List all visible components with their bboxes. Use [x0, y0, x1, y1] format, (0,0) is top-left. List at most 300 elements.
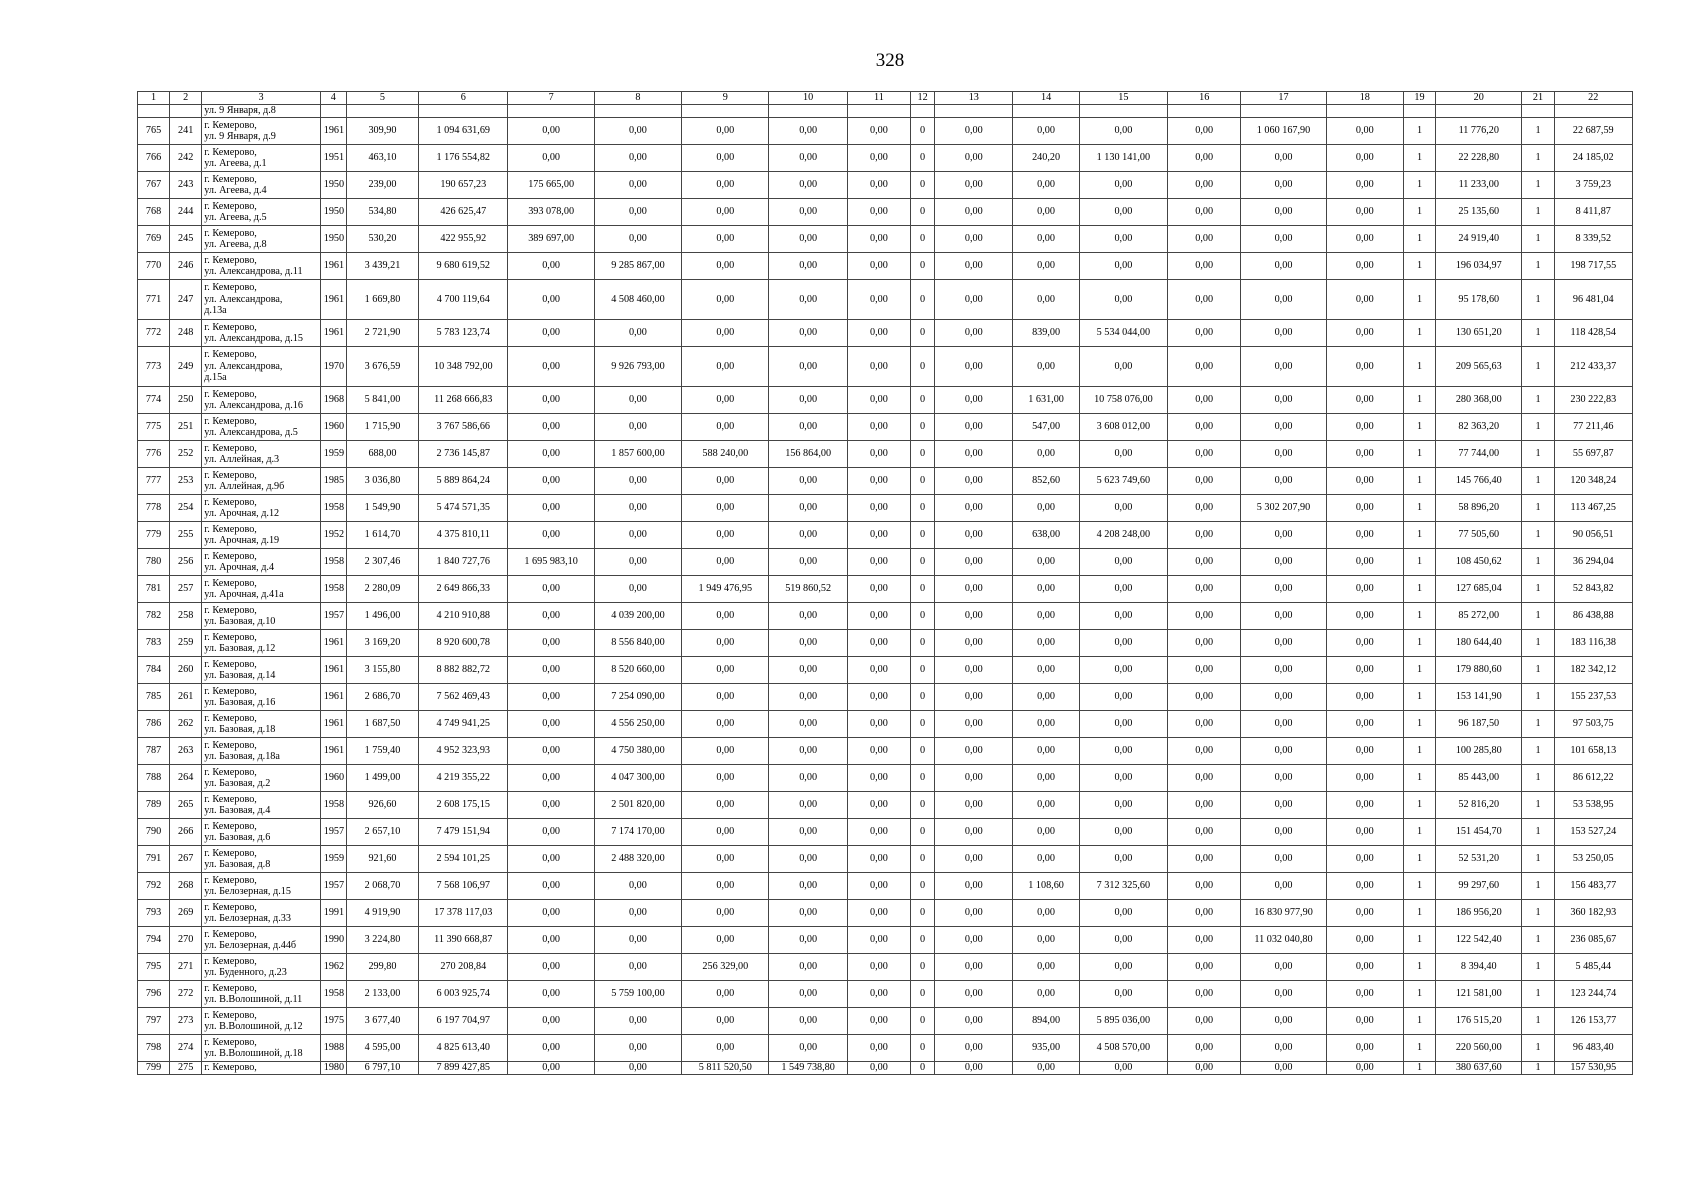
row-subnumber: 273 — [170, 1008, 202, 1035]
value-cell: 0,00 — [1241, 657, 1326, 684]
value-cell: 0,00 — [508, 522, 594, 549]
value-cell: 1 — [1403, 522, 1435, 549]
value-cell: 0,00 — [508, 347, 594, 387]
value-cell: 0,00 — [594, 199, 681, 226]
value-cell: 0,00 — [935, 630, 1013, 657]
value-cell: 0,00 — [847, 927, 910, 954]
address-cell — [202, 711, 320, 738]
value-cell: 0,00 — [1326, 549, 1403, 576]
year-cell: 1959 — [320, 441, 346, 468]
column-number: 5 — [346, 92, 418, 105]
value-cell: 198 717,55 — [1554, 253, 1632, 280]
address-cell — [202, 684, 320, 711]
address-line: г. Кемерово, — [204, 739, 257, 751]
value-cell: 118 428,54 — [1554, 320, 1632, 347]
table-row — [138, 1035, 1633, 1062]
value-cell: 0,00 — [769, 981, 847, 1008]
value-cell: 4 952 323,93 — [419, 738, 508, 765]
value-cell: 0,00 — [682, 927, 769, 954]
table-row — [138, 199, 1633, 226]
value-cell: 120 348,24 — [1554, 468, 1632, 495]
value-cell: 52 843,82 — [1554, 576, 1632, 603]
value-cell: 0,00 — [847, 792, 910, 819]
value-cell: 0 — [911, 468, 935, 495]
value-cell: 0,00 — [1326, 226, 1403, 253]
value-cell: 6 797,10 — [346, 1062, 418, 1075]
value-cell: 0,00 — [769, 684, 847, 711]
address-line: г. Кемерово, — [204, 577, 257, 589]
address-cell — [202, 792, 320, 819]
value-cell: 0,00 — [847, 684, 910, 711]
value-cell: 839,00 — [1013, 320, 1079, 347]
value-cell: 0,00 — [1326, 253, 1403, 280]
value-cell: 2 488 320,00 — [594, 846, 681, 873]
address-cell — [202, 576, 320, 603]
value-cell: 426 625,47 — [419, 199, 508, 226]
value-cell: 0,00 — [1079, 549, 1167, 576]
value-cell: 0,00 — [935, 549, 1013, 576]
value-cell: 52 816,20 — [1436, 792, 1522, 819]
value-cell: 0,00 — [682, 118, 769, 145]
value-cell: 852,60 — [1013, 468, 1079, 495]
value-cell: 0,00 — [1079, 280, 1167, 320]
address-line: г. Кемерово, — [204, 604, 257, 616]
value-cell: 1 — [1403, 172, 1435, 199]
value-cell: 0,00 — [1241, 1008, 1326, 1035]
value-cell: 55 697,87 — [1554, 441, 1632, 468]
value-cell: 0 — [911, 765, 935, 792]
value-cell: 0,00 — [1326, 576, 1403, 603]
value-cell: 0,00 — [1168, 873, 1241, 900]
address-line: г. Кемерово, — [204, 200, 257, 212]
value-cell: 0,00 — [769, 414, 847, 441]
value-cell: 0,00 — [1013, 738, 1079, 765]
table-row — [138, 1008, 1633, 1035]
value-cell: 0,00 — [1326, 630, 1403, 657]
value-cell: 0,00 — [1013, 1062, 1079, 1075]
address-line: ул. Александрова, д.5 — [204, 427, 298, 438]
value-cell: 0,00 — [1079, 684, 1167, 711]
value-cell: 153 141,90 — [1436, 684, 1522, 711]
value-cell: 145 766,40 — [1436, 468, 1522, 495]
value-cell: 130 651,20 — [1436, 320, 1522, 347]
address-line: ул. В.Волошиной, д.18 — [204, 1048, 303, 1059]
value-cell: 9 926 793,00 — [594, 347, 681, 387]
address-line: ул. Агеева, д.5 — [204, 212, 267, 223]
value-cell: 0,00 — [1241, 576, 1326, 603]
value-cell: 0,00 — [1168, 199, 1241, 226]
value-cell: 0,00 — [769, 873, 847, 900]
value-cell: 0,00 — [935, 765, 1013, 792]
address-line: г. Кемерово, — [204, 469, 257, 481]
address-cell — [202, 549, 320, 576]
column-number: 7 — [508, 92, 594, 105]
value-cell: 2 501 820,00 — [594, 792, 681, 819]
value-cell: 2 736 145,87 — [419, 441, 508, 468]
value-cell: 422 955,92 — [419, 226, 508, 253]
value-cell: 101 658,13 — [1554, 738, 1632, 765]
value-cell: 0,00 — [1168, 320, 1241, 347]
address-line: ул. Агеева, д.1 — [204, 158, 267, 169]
value-cell: 0,00 — [682, 603, 769, 630]
value-cell: 0 — [911, 630, 935, 657]
value-cell: 0 — [911, 900, 935, 927]
table-row — [138, 253, 1633, 280]
address-line: г. Кемерово, — [204, 928, 257, 940]
value-cell: 0,00 — [682, 280, 769, 320]
value-cell: 1 — [1522, 441, 1554, 468]
value-cell: 9 680 619,52 — [419, 253, 508, 280]
value-cell: 156 483,77 — [1554, 873, 1632, 900]
value-cell: 0,00 — [508, 819, 594, 846]
value-cell: 0,00 — [847, 253, 910, 280]
value-cell: 0,00 — [1079, 900, 1167, 927]
address-line: ул. Арочная, д.41а — [204, 589, 284, 600]
value-cell: 0,00 — [508, 441, 594, 468]
value-cell: 0 — [911, 1062, 935, 1075]
address-line: ул. Агеева, д.4 — [204, 185, 267, 196]
address-cell — [202, 118, 320, 145]
value-cell: 0,00 — [682, 765, 769, 792]
value-cell: 0,00 — [1168, 927, 1241, 954]
value-cell: 0,00 — [1326, 347, 1403, 387]
column-number: 17 — [1241, 92, 1326, 105]
row-subnumber: 260 — [170, 657, 202, 684]
column-number: 21 — [1522, 92, 1554, 105]
value-cell: 0,00 — [1168, 347, 1241, 387]
value-cell: 0,00 — [682, 495, 769, 522]
value-cell: 0,00 — [1013, 118, 1079, 145]
value-cell: 2 608 175,15 — [419, 792, 508, 819]
address-line: ул. Белозерная, д.33 — [204, 913, 291, 924]
address-line: г. Кемерово, — [204, 1036, 257, 1048]
value-cell: 1 130 141,00 — [1079, 145, 1167, 172]
value-cell: 236 085,67 — [1554, 927, 1632, 954]
table-row — [138, 172, 1633, 199]
value-cell: 0,00 — [1079, 981, 1167, 1008]
value-cell: 0,00 — [508, 927, 594, 954]
value-cell: 519 860,52 — [769, 576, 847, 603]
value-cell: 24 185,02 — [1554, 145, 1632, 172]
value-cell: 0,00 — [682, 711, 769, 738]
table-row — [138, 630, 1633, 657]
value-cell: 1 — [1403, 347, 1435, 387]
value-cell: 0,00 — [1241, 145, 1326, 172]
value-cell: 638,00 — [1013, 522, 1079, 549]
value-cell: 96 187,50 — [1436, 711, 1522, 738]
value-cell: 0,00 — [1079, 441, 1167, 468]
row-subnumber: 256 — [170, 549, 202, 576]
address-line: г. Кемерово, — [204, 766, 257, 778]
value-cell: 5 889 864,24 — [419, 468, 508, 495]
value-cell: 8 520 660,00 — [594, 657, 681, 684]
column-number: 1 — [138, 92, 170, 105]
value-cell: 0,00 — [935, 981, 1013, 1008]
value-cell: 0,00 — [1013, 576, 1079, 603]
value-cell: 0,00 — [1079, 253, 1167, 280]
table-row — [138, 765, 1633, 792]
value-cell: 0,00 — [508, 981, 594, 1008]
value-cell: 1 — [1522, 468, 1554, 495]
value-cell: 99 297,60 — [1436, 873, 1522, 900]
value-cell: 0,00 — [1168, 684, 1241, 711]
row-subnumber: 258 — [170, 603, 202, 630]
value-cell: 0,00 — [1241, 1062, 1326, 1075]
address-line: г. Кемерово, — [204, 847, 257, 859]
value-cell: 153 527,24 — [1554, 819, 1632, 846]
row-number: 792 — [138, 873, 170, 900]
value-cell: 0,00 — [1326, 873, 1403, 900]
column-number: 2 — [170, 92, 202, 105]
value-cell: 0,00 — [847, 1008, 910, 1035]
value-cell: 0,00 — [1079, 954, 1167, 981]
value-cell: 0,00 — [1326, 495, 1403, 522]
value-cell: 3 676,59 — [346, 347, 418, 387]
value-cell: 0,00 — [935, 927, 1013, 954]
value-cell: 0,00 — [508, 657, 594, 684]
value-cell: 25 135,60 — [1436, 199, 1522, 226]
address-line: ул. Белозерная, д.15 — [204, 886, 291, 897]
table-row — [138, 657, 1633, 684]
row-number: 798 — [138, 1035, 170, 1062]
address-cell — [202, 900, 320, 927]
value-cell: 1 060 167,90 — [1241, 118, 1326, 145]
empty-cell — [594, 105, 681, 118]
value-cell: 935,00 — [1013, 1035, 1079, 1062]
value-cell: 0,00 — [682, 900, 769, 927]
value-cell: 0,00 — [1079, 118, 1167, 145]
value-cell: 0,00 — [594, 576, 681, 603]
row-number: 767 — [138, 172, 170, 199]
empty-cell — [170, 105, 202, 118]
value-cell: 1 669,80 — [346, 280, 418, 320]
value-cell: 0,00 — [508, 414, 594, 441]
value-cell: 97 503,75 — [1554, 711, 1632, 738]
value-cell: 4 556 250,00 — [594, 711, 681, 738]
address-line: ул. Арочная, д.12 — [204, 508, 280, 519]
value-cell: 0,00 — [1326, 603, 1403, 630]
value-cell: 0,00 — [847, 118, 910, 145]
value-cell: 0,00 — [847, 954, 910, 981]
value-cell: 1 — [1522, 522, 1554, 549]
value-cell: 0,00 — [1241, 684, 1326, 711]
address-cell — [202, 320, 320, 347]
value-cell: 0,00 — [1168, 226, 1241, 253]
row-number: 786 — [138, 711, 170, 738]
value-cell: 0,00 — [1241, 468, 1326, 495]
address-cell — [202, 873, 320, 900]
value-cell: 1 — [1522, 495, 1554, 522]
empty-cell — [1554, 105, 1632, 118]
address-cell — [202, 603, 320, 630]
address-line: ул. Базовая, д.14 — [204, 670, 276, 681]
year-cell: 1959 — [320, 846, 346, 873]
value-cell: 1 — [1403, 738, 1435, 765]
value-cell: 0,00 — [847, 441, 910, 468]
address-line: д.13а — [204, 305, 227, 317]
value-cell: 86 612,22 — [1554, 765, 1632, 792]
row-number: 787 — [138, 738, 170, 765]
value-cell: 1 — [1522, 387, 1554, 414]
empty-cell — [346, 105, 418, 118]
value-cell: 0,00 — [1326, 414, 1403, 441]
value-cell: 0,00 — [1326, 711, 1403, 738]
value-cell: 1 — [1522, 711, 1554, 738]
empty-cell — [1522, 105, 1554, 118]
value-cell: 0,00 — [1079, 657, 1167, 684]
value-cell: 1 549,90 — [346, 495, 418, 522]
value-cell: 0,00 — [682, 199, 769, 226]
row-subnumber: 247 — [170, 280, 202, 320]
empty-cell — [1013, 105, 1079, 118]
value-cell: 4 919,90 — [346, 900, 418, 927]
value-cell: 0,00 — [1013, 846, 1079, 873]
value-cell: 299,80 — [346, 954, 418, 981]
value-cell: 0,00 — [1168, 846, 1241, 873]
year-cell: 1958 — [320, 549, 346, 576]
address-cell — [202, 253, 320, 280]
year-cell: 1961 — [320, 711, 346, 738]
value-cell: 0,00 — [594, 414, 681, 441]
row-number: 771 — [138, 280, 170, 320]
value-cell: 0,00 — [769, 145, 847, 172]
year-cell: 1950 — [320, 226, 346, 253]
address-cell — [202, 1035, 320, 1062]
value-cell: 1 — [1522, 927, 1554, 954]
empty-cell — [682, 105, 769, 118]
value-cell: 2 594 101,25 — [419, 846, 508, 873]
value-cell: 0,00 — [594, 172, 681, 199]
value-cell: 4 219 355,22 — [419, 765, 508, 792]
value-cell: 0,00 — [1326, 280, 1403, 320]
value-cell: 1 — [1522, 1035, 1554, 1062]
value-cell: 1 — [1403, 145, 1435, 172]
value-cell: 0,00 — [682, 684, 769, 711]
value-cell: 0,00 — [935, 1008, 1013, 1035]
row-subnumber: 267 — [170, 846, 202, 873]
address-line: г. Кемерово, — [204, 955, 257, 967]
value-cell: 0,00 — [1013, 549, 1079, 576]
value-cell: 86 438,88 — [1554, 603, 1632, 630]
value-cell: 4 595,00 — [346, 1035, 418, 1062]
value-cell: 212 433,37 — [1554, 347, 1632, 387]
value-cell: 0,00 — [1326, 199, 1403, 226]
value-cell: 0,00 — [594, 1062, 681, 1075]
value-cell: 196 034,97 — [1436, 253, 1522, 280]
address-cell — [202, 441, 320, 468]
address-line: г. Кемерово, — [204, 550, 257, 562]
value-cell: 0,00 — [1079, 199, 1167, 226]
value-cell: 0,00 — [1241, 549, 1326, 576]
row-number: 791 — [138, 846, 170, 873]
value-cell: 1 — [1403, 253, 1435, 280]
value-cell: 0,00 — [594, 468, 681, 495]
value-cell: 1 — [1522, 226, 1554, 253]
value-cell: 5 534 044,00 — [1079, 320, 1167, 347]
value-cell: 0,00 — [1168, 603, 1241, 630]
address-line: г. Кемерово, — [204, 658, 257, 670]
value-cell: 0,00 — [1013, 630, 1079, 657]
value-cell: 240,20 — [1013, 145, 1079, 172]
empty-cell — [1436, 105, 1522, 118]
table-row — [138, 684, 1633, 711]
row-subnumber: 269 — [170, 900, 202, 927]
value-cell: 1 — [1522, 819, 1554, 846]
row-subnumber: 253 — [170, 468, 202, 495]
value-cell: 0,00 — [1079, 347, 1167, 387]
value-cell: 0,00 — [769, 846, 847, 873]
value-cell: 0,00 — [847, 199, 910, 226]
row-subnumber: 272 — [170, 981, 202, 1008]
value-cell: 0,00 — [1326, 441, 1403, 468]
value-cell: 7 479 151,94 — [419, 819, 508, 846]
column-number: 6 — [419, 92, 508, 105]
value-cell: 0,00 — [1241, 765, 1326, 792]
value-cell: 2 657,10 — [346, 819, 418, 846]
column-number-row — [138, 92, 1633, 105]
value-cell: 1 549 738,80 — [769, 1062, 847, 1075]
value-cell: 0,00 — [1326, 387, 1403, 414]
row-subnumber: 252 — [170, 441, 202, 468]
address-cell — [202, 226, 320, 253]
year-cell: 1960 — [320, 765, 346, 792]
value-cell: 1 — [1522, 657, 1554, 684]
row-subnumber: 268 — [170, 873, 202, 900]
table-row — [138, 280, 1633, 320]
value-cell: 0,00 — [1241, 981, 1326, 1008]
value-cell: 1 176 554,82 — [419, 145, 508, 172]
value-cell: 0,00 — [1241, 199, 1326, 226]
row-number: 781 — [138, 576, 170, 603]
value-cell: 0 — [911, 347, 935, 387]
table-row — [138, 954, 1633, 981]
table-row — [138, 347, 1633, 387]
table-row — [138, 900, 1633, 927]
value-cell: 0,00 — [1241, 792, 1326, 819]
column-number: 8 — [594, 92, 681, 105]
value-cell: 0,00 — [508, 1035, 594, 1062]
value-cell: 0 — [911, 873, 935, 900]
value-cell: 8 394,40 — [1436, 954, 1522, 981]
value-cell: 1 — [1403, 199, 1435, 226]
value-cell: 1 — [1522, 320, 1554, 347]
value-cell: 0,00 — [1013, 819, 1079, 846]
page-number: 328 — [875, 50, 905, 71]
value-cell: 0,00 — [508, 145, 594, 172]
value-cell: 1 496,00 — [346, 603, 418, 630]
value-cell: 0,00 — [594, 549, 681, 576]
address-line: ул. Аллейная, д.9б — [204, 481, 285, 492]
address-line: ул. Белозерная, д.44б — [204, 940, 297, 951]
table-row — [138, 738, 1633, 765]
row-subnumber: 271 — [170, 954, 202, 981]
value-cell: 0,00 — [682, 1008, 769, 1035]
empty-cell — [508, 105, 594, 118]
address-cell — [202, 414, 320, 441]
address-cell — [202, 280, 320, 320]
row-subnumber: 246 — [170, 253, 202, 280]
value-cell: 1 949 476,95 — [682, 576, 769, 603]
value-cell: 0,00 — [847, 1035, 910, 1062]
value-cell: 0,00 — [769, 495, 847, 522]
value-cell: 1 — [1522, 738, 1554, 765]
value-cell: 547,00 — [1013, 414, 1079, 441]
value-cell: 0,00 — [594, 118, 681, 145]
value-cell: 0,00 — [1326, 684, 1403, 711]
value-cell: 0,00 — [594, 145, 681, 172]
value-cell: 122 542,40 — [1436, 927, 1522, 954]
value-cell: 0,00 — [1326, 118, 1403, 145]
